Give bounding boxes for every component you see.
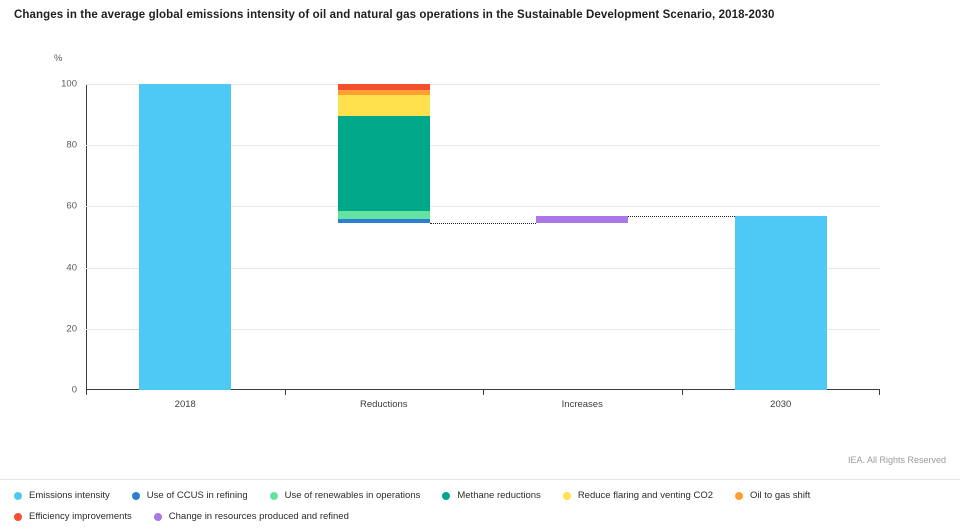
legend-item-label: Use of renewables in operations — [284, 490, 421, 501]
legend-swatch-icon — [270, 492, 278, 500]
legend-item[interactable] — [154, 508, 349, 525]
bar-segment[interactable] — [735, 216, 827, 390]
x-axis-tick-label: Reductions — [359, 399, 408, 410]
legend-item-label: Use of CCUS in refining — [146, 490, 248, 501]
legend-item[interactable] — [442, 487, 540, 504]
legend-item-label: Oil to gas shift — [750, 490, 811, 501]
copyright-notice: IEA. All Rights Reserved — [847, 455, 946, 465]
legend-item-label: Methane reductions — [457, 490, 541, 501]
x-axis-tick-label: Increases — [561, 399, 603, 410]
y-axis-tick-label: 100 — [61, 78, 77, 90]
legend-swatch-icon — [132, 492, 140, 500]
legend-item-label: Efficiency improvements — [29, 511, 132, 522]
legend-swatch-icon — [14, 513, 22, 521]
x-axis-tick — [879, 390, 880, 395]
legend-item[interactable] — [563, 487, 713, 504]
waterfall-connector — [628, 216, 735, 217]
legend-item[interactable] — [270, 487, 421, 504]
legend-divider — [0, 479, 960, 480]
legend-swatch-icon — [154, 513, 162, 521]
y-axis-tick-label: 80 — [66, 139, 77, 151]
bar-segment[interactable] — [338, 116, 430, 211]
bar-segment[interactable] — [338, 95, 430, 116]
legend-item-label: Change in resources produced and refined — [168, 511, 349, 522]
x-axis-tick — [682, 390, 683, 395]
legend-swatch-icon — [563, 492, 571, 500]
x-axis-tick — [285, 390, 286, 395]
y-axis-tick-label: 20 — [66, 323, 77, 335]
bar-segment[interactable] — [536, 216, 628, 224]
legend-item[interactable] — [14, 487, 110, 504]
bar-segment[interactable] — [338, 90, 430, 95]
x-axis-tick — [86, 390, 87, 395]
legend-item[interactable] — [735, 487, 810, 504]
bar-segment[interactable] — [338, 84, 430, 90]
legend-swatch-icon — [14, 492, 22, 500]
chart-legend — [14, 487, 949, 525]
waterfall-connector — [430, 223, 537, 224]
bar-segment[interactable] — [139, 84, 231, 390]
y-axis-tick-label: 0 — [71, 384, 77, 396]
legend-item-label: Reduce flaring and venting CO2 — [577, 490, 714, 501]
legend-swatch-icon — [735, 492, 743, 500]
y-axis-tick-label: 60 — [66, 200, 77, 212]
bar-segment[interactable] — [338, 211, 430, 219]
x-axis-tick-label: 2018 — [174, 399, 196, 410]
x-axis-tick — [483, 390, 484, 395]
y-axis-unit-label: % — [54, 53, 63, 64]
legend-item-label: Emissions intensity — [29, 490, 110, 501]
y-axis-tick-label: 40 — [66, 262, 77, 274]
x-axis-tick-label: 2030 — [770, 399, 792, 410]
page-title: Changes in the average global emissions intensity of oil and natural gas operations in the Sustainable Development Scenario, 2018-2030 — [14, 9, 775, 21]
legend-swatch-icon — [442, 492, 450, 500]
legend-item[interactable] — [132, 487, 248, 504]
legend-item[interactable] — [14, 508, 132, 525]
y-axis-line — [86, 84, 87, 390]
plot-area — [61, 78, 880, 410]
bar-segment[interactable] — [338, 219, 430, 224]
